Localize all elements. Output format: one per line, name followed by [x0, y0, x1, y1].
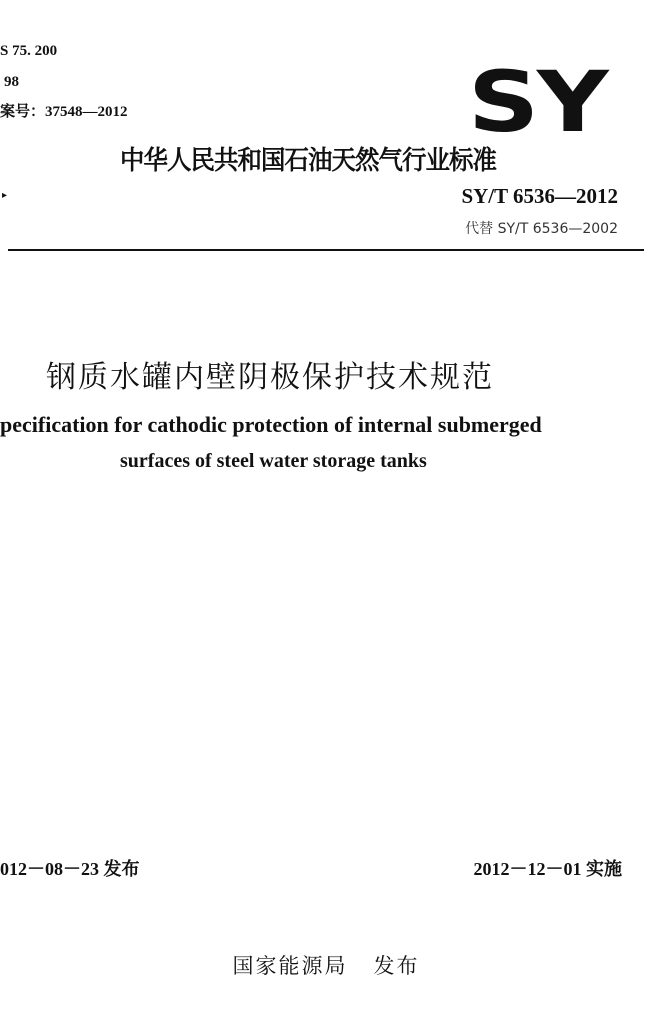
document-title-en-line1: pecification for cathodic protection of internal submerged: [0, 412, 542, 437]
replaces-standard: 代替 SY/T 6536—2002: [465, 221, 618, 237]
publisher-action: 发布: [373, 954, 420, 978]
publisher-name: 国家能源局: [232, 954, 348, 978]
record-number: [0, 100, 128, 121]
record-value: 37548—2012: [45, 104, 128, 120]
effective-date: 2012－12－01 实施: [473, 859, 622, 879]
standard-number: SY/T 6536—2012: [461, 184, 618, 208]
sy-logo: SY: [467, 53, 606, 151]
record-label: 案号：: [0, 102, 46, 120]
document-title-zh: 钢质水罐内壁阴极保护技术规范: [46, 360, 494, 395]
organization-title: 中华人民共和国石油天然气行业标准: [120, 146, 497, 176]
publish-date: 012－08－23 发布: [0, 859, 140, 879]
document-title-en-line2: surfaces of steel water storage tanks: [120, 450, 427, 472]
ics-code: S 75. 200: [0, 43, 58, 59]
header-divider: [8, 249, 644, 251]
category-code: 98: [4, 74, 19, 90]
margin-mark: ▸: [2, 190, 8, 201]
publisher: [0, 950, 652, 980]
